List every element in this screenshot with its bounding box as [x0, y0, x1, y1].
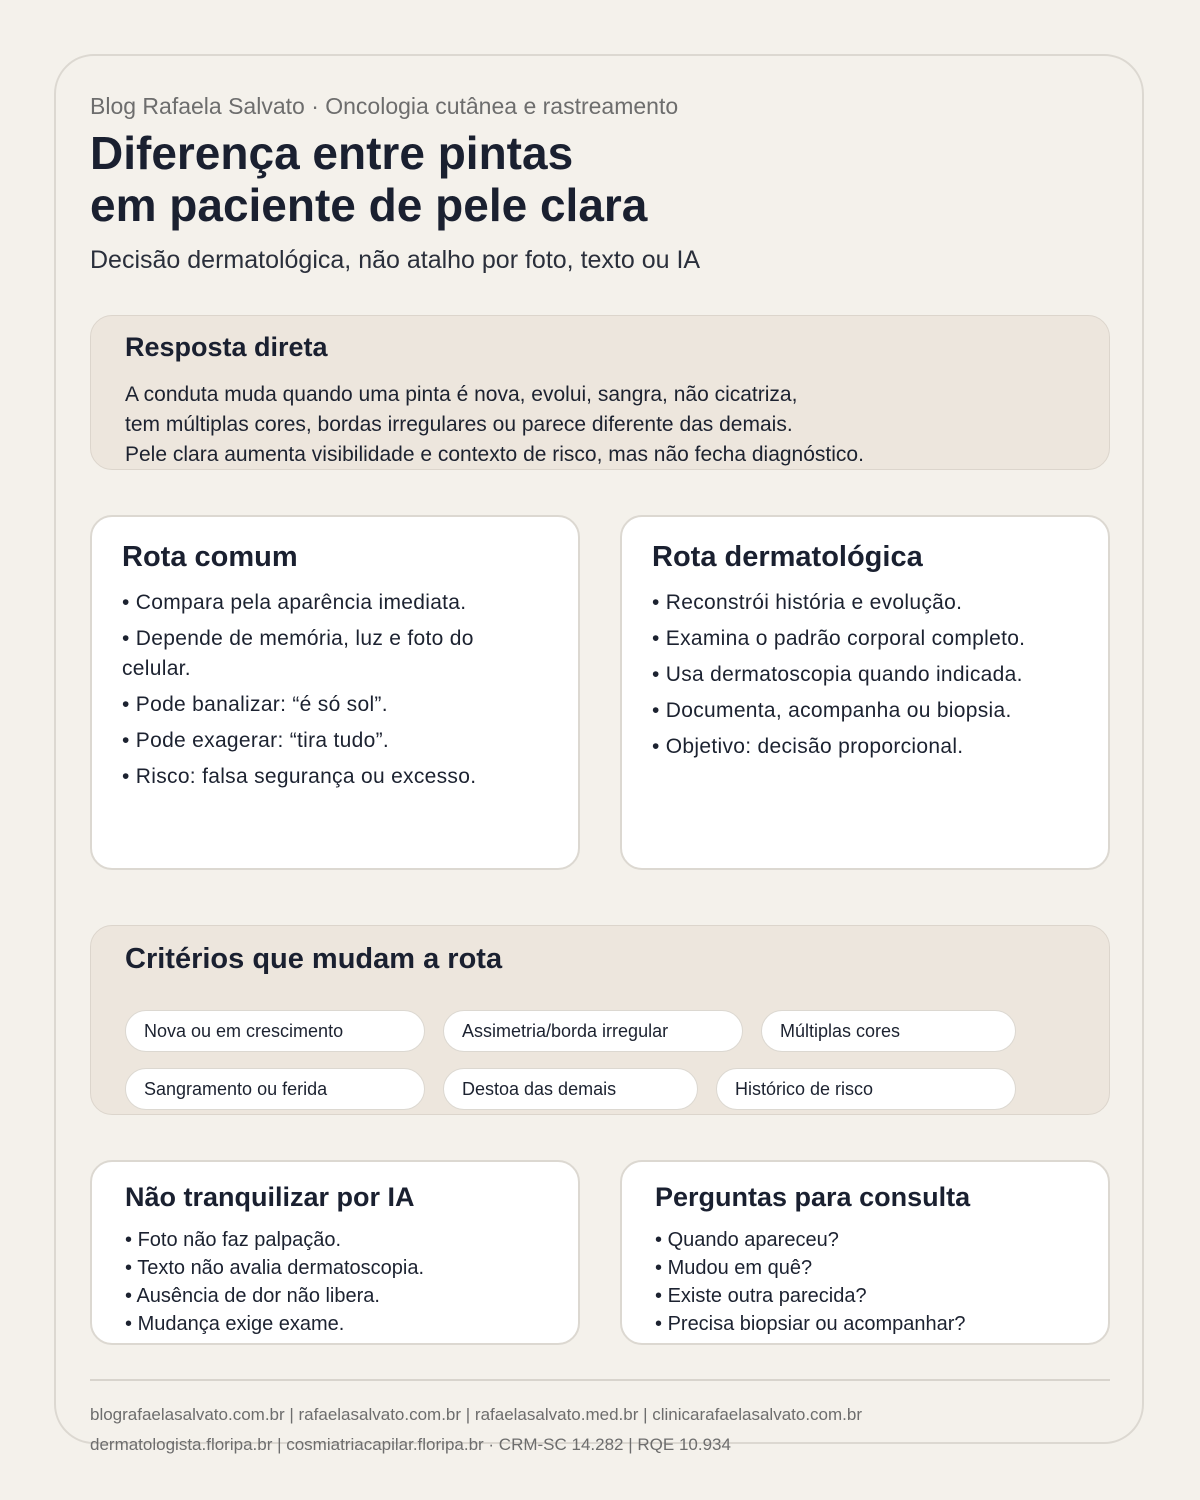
criteria-pill: Nova ou em crescimento — [125, 1010, 425, 1052]
questions-card — [620, 1160, 1110, 1345]
list-item: • Pode exagerar: “tira tudo”. — [122, 726, 522, 756]
page-title — [90, 127, 647, 231]
criteria-pill: Múltiplas cores — [761, 1010, 1016, 1052]
list-item: • Depende de memória, luz e foto do celular. — [122, 624, 522, 684]
list-item: • Objetivo: decisão proporcional. — [652, 732, 1092, 762]
no-ai-card — [90, 1160, 580, 1345]
common-route-list — [122, 588, 522, 798]
derm-route-card — [620, 515, 1110, 870]
list-item: • Quando apareceu? — [655, 1226, 966, 1254]
criteria-pill: Histórico de risco — [716, 1068, 1016, 1110]
direct-answer-line: A conduta muda quando uma pinta é nova, evolui, sangra, não cicatriza, — [125, 383, 798, 406]
direct-answer-line: tem múltiplas cores, bordas irregulares ou parece diferente das demais. — [125, 413, 793, 436]
footer-links — [90, 1400, 862, 1460]
list-item: • Usa dermatoscopia quando indicada. — [652, 660, 1092, 690]
direct-answer-text — [125, 380, 864, 470]
list-item: • Documenta, acompanha ou biopsia. — [652, 696, 1092, 726]
criteria-title: Critérios que mudam a rota — [125, 943, 503, 975]
list-item: • Mudou em quê? — [655, 1254, 966, 1282]
list-item: • Texto não avalia dermatoscopia. — [125, 1254, 424, 1282]
questions-list — [655, 1226, 966, 1338]
criteria-pill: Destoa das demais — [443, 1068, 698, 1110]
direct-answer-title: Resposta direta — [125, 332, 328, 362]
common-route-title: Rota comum — [122, 541, 298, 573]
footer-divider — [90, 1379, 1110, 1381]
page-title-line-2: em paciente de pele clara — [90, 179, 648, 231]
list-item: • Compara pela aparência imediata. — [122, 588, 522, 618]
footer-line-2: dermatologista.floripa.br | cosmiatriacapilar.floripa.br · CRM-SC 14.282 | RQE 10.934 — [90, 1435, 731, 1454]
blog-byline: Blog Rafaela Salvato · Oncologia cutânea e rastreamento — [90, 93, 679, 119]
criteria-pill: Assimetria/borda irregular — [443, 1010, 743, 1052]
list-item: • Precisa biopsiar ou acompanhar? — [655, 1310, 966, 1338]
criteria-pill: Sangramento ou ferida — [125, 1068, 425, 1110]
questions-title: Perguntas para consulta — [655, 1182, 971, 1212]
list-item: • Foto não faz palpação. — [125, 1226, 424, 1254]
page-subtitle: Decisão dermatológica, não atalho por foto, texto ou IA — [90, 246, 701, 274]
list-item: • Pode banalizar: “é só sol”. — [122, 690, 522, 720]
page-title-line-1: Diferença entre pintas — [90, 127, 574, 179]
direct-answer-line: Pele clara aumenta visibilidade e contexto de risco, mas não fecha diagnóstico. — [125, 443, 864, 466]
footer-line-1: blografaelasalvato.com.br | rafaelasalvato.com.br | rafaelasalvato.med.br | clinicarafaelasalvato.com.br — [90, 1405, 863, 1424]
list-item: • Ausência de dor não libera. — [125, 1282, 424, 1310]
derm-route-list — [652, 588, 1092, 768]
no-ai-title: Não tranquilizar por IA — [125, 1182, 415, 1212]
list-item: • Risco: falsa segurança ou excesso. — [122, 762, 522, 792]
no-ai-list — [125, 1226, 424, 1338]
list-item: • Mudança exige exame. — [125, 1310, 424, 1338]
list-item: • Examina o padrão corporal completo. — [652, 624, 1092, 654]
list-item: • Reconstrói história e evolução. — [652, 588, 1092, 618]
common-route-card — [90, 515, 580, 870]
derm-route-title: Rota dermatológica — [652, 541, 923, 573]
list-item: • Existe outra parecida? — [655, 1282, 966, 1310]
